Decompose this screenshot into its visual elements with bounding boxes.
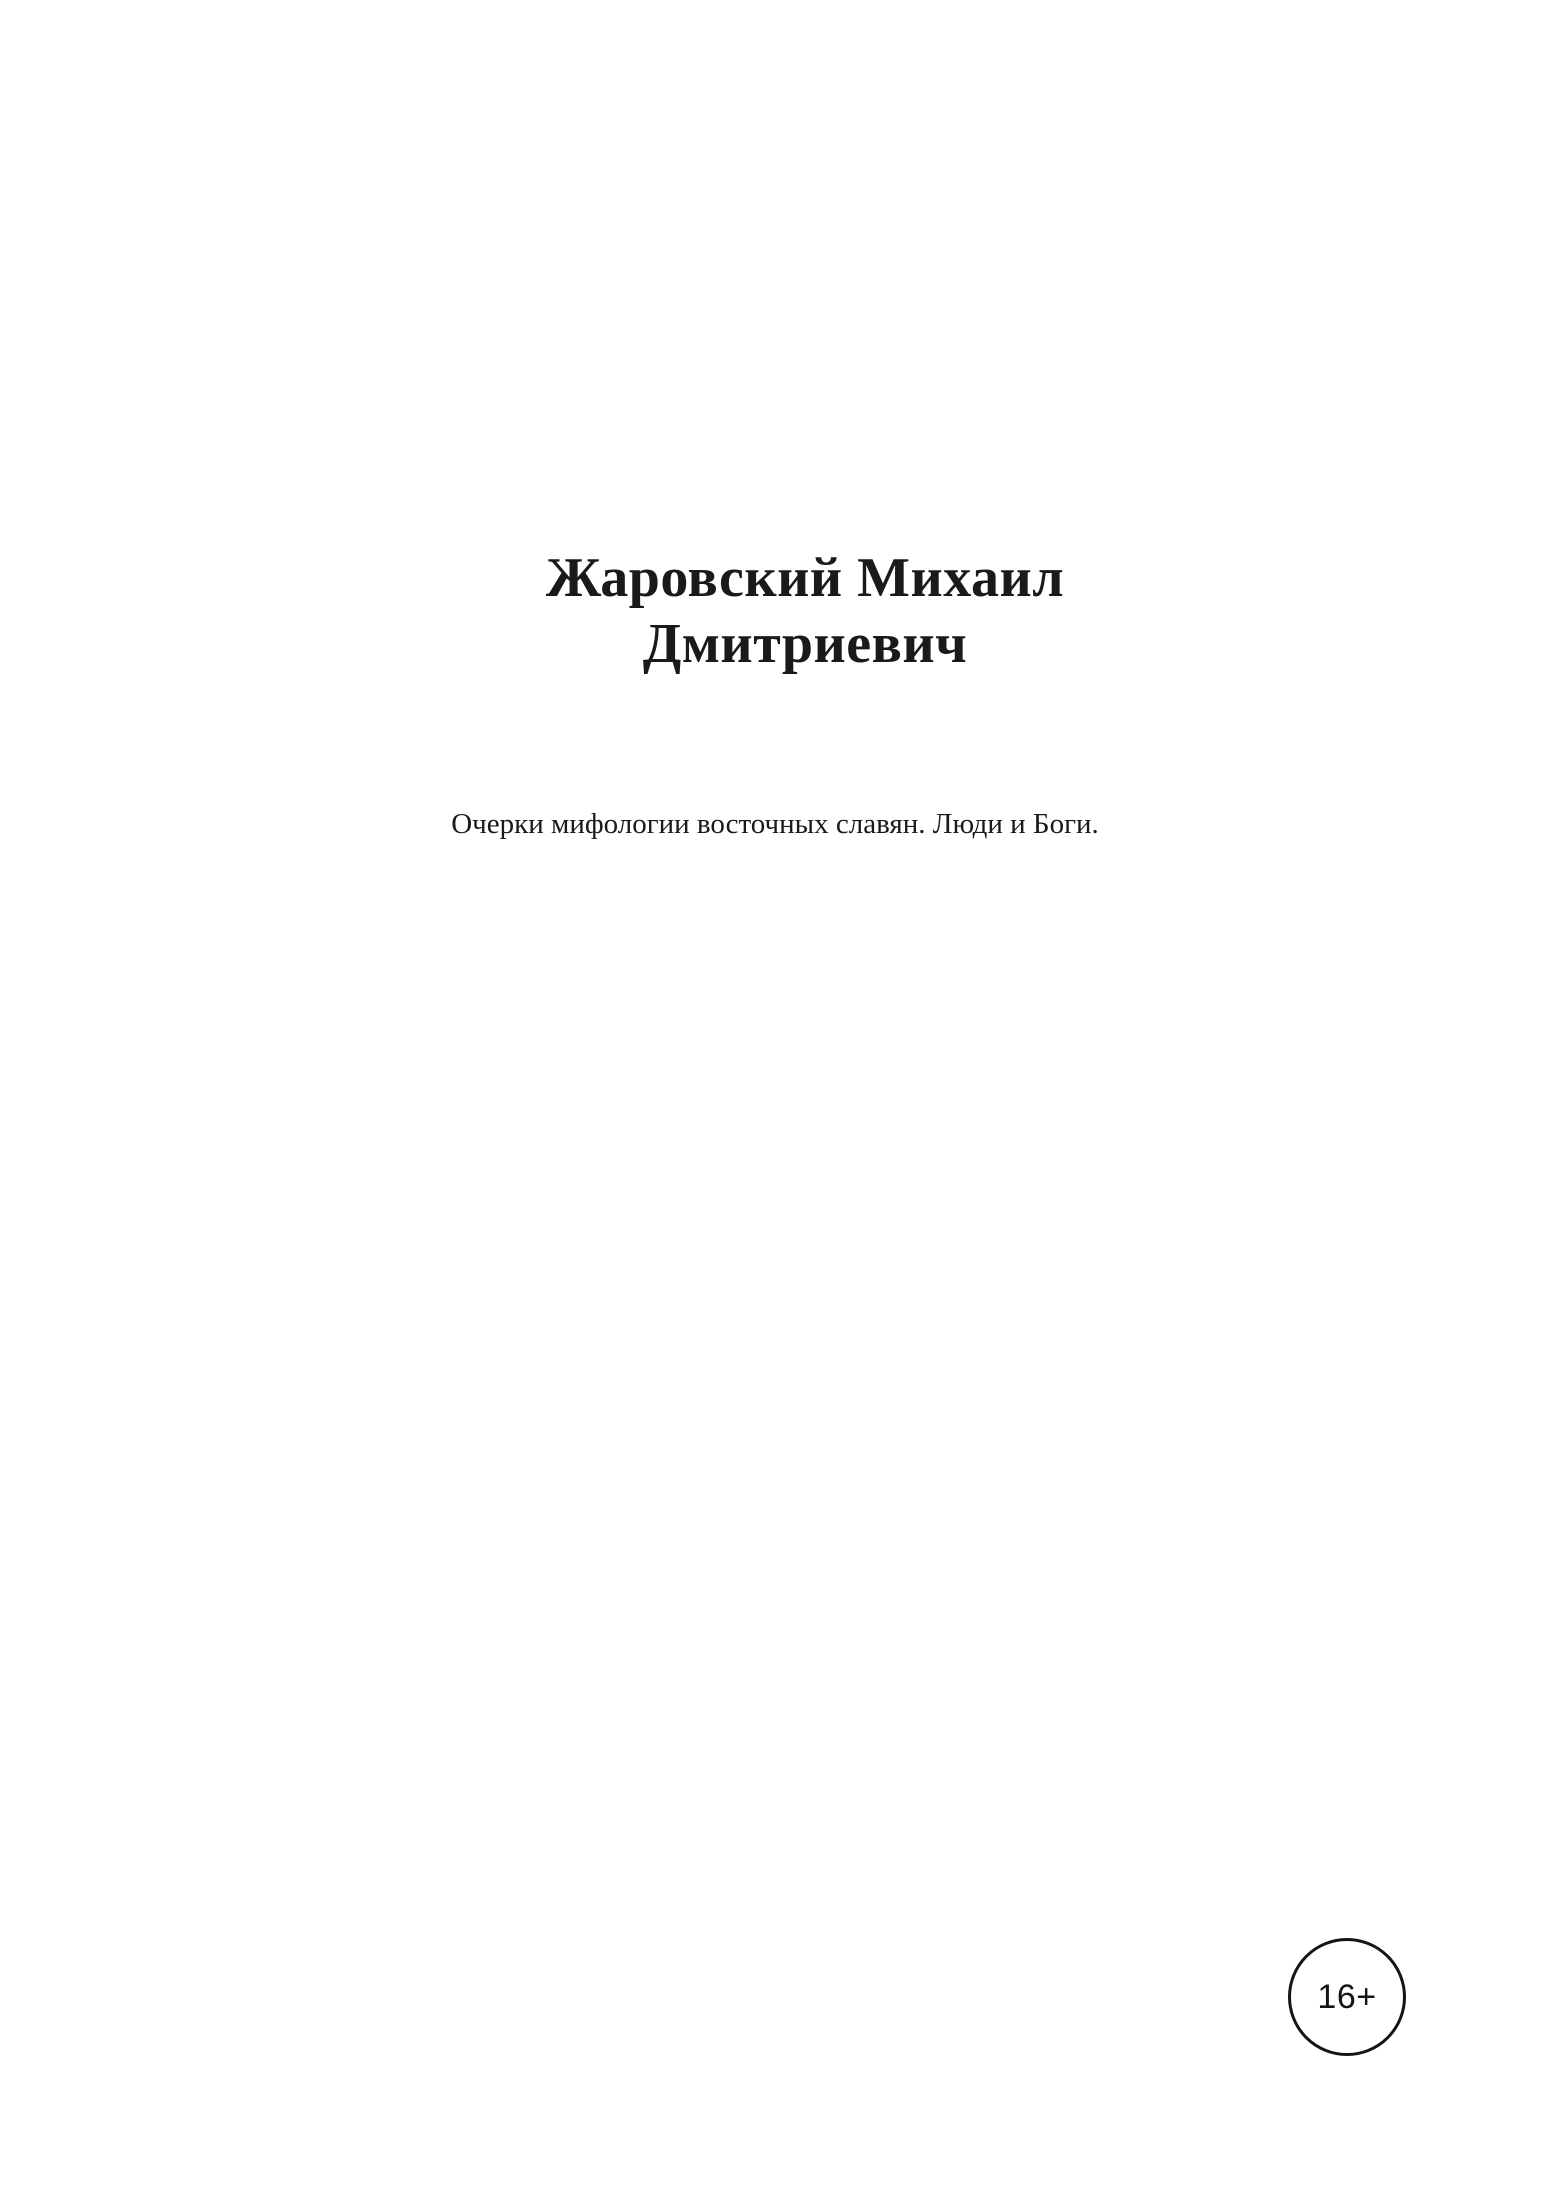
- author-name: Жаровский Михаил Дмитриевич: [545, 547, 1065, 676]
- author-block: [455, 545, 1155, 677]
- subtitle-block: [275, 805, 1275, 844]
- age-rating-label: 16+: [1317, 1978, 1377, 2016]
- book-subtitle: Очерки мифологии восточных славян. Люди и Боги.: [451, 808, 1099, 840]
- age-rating-badge: [1288, 1938, 1406, 2056]
